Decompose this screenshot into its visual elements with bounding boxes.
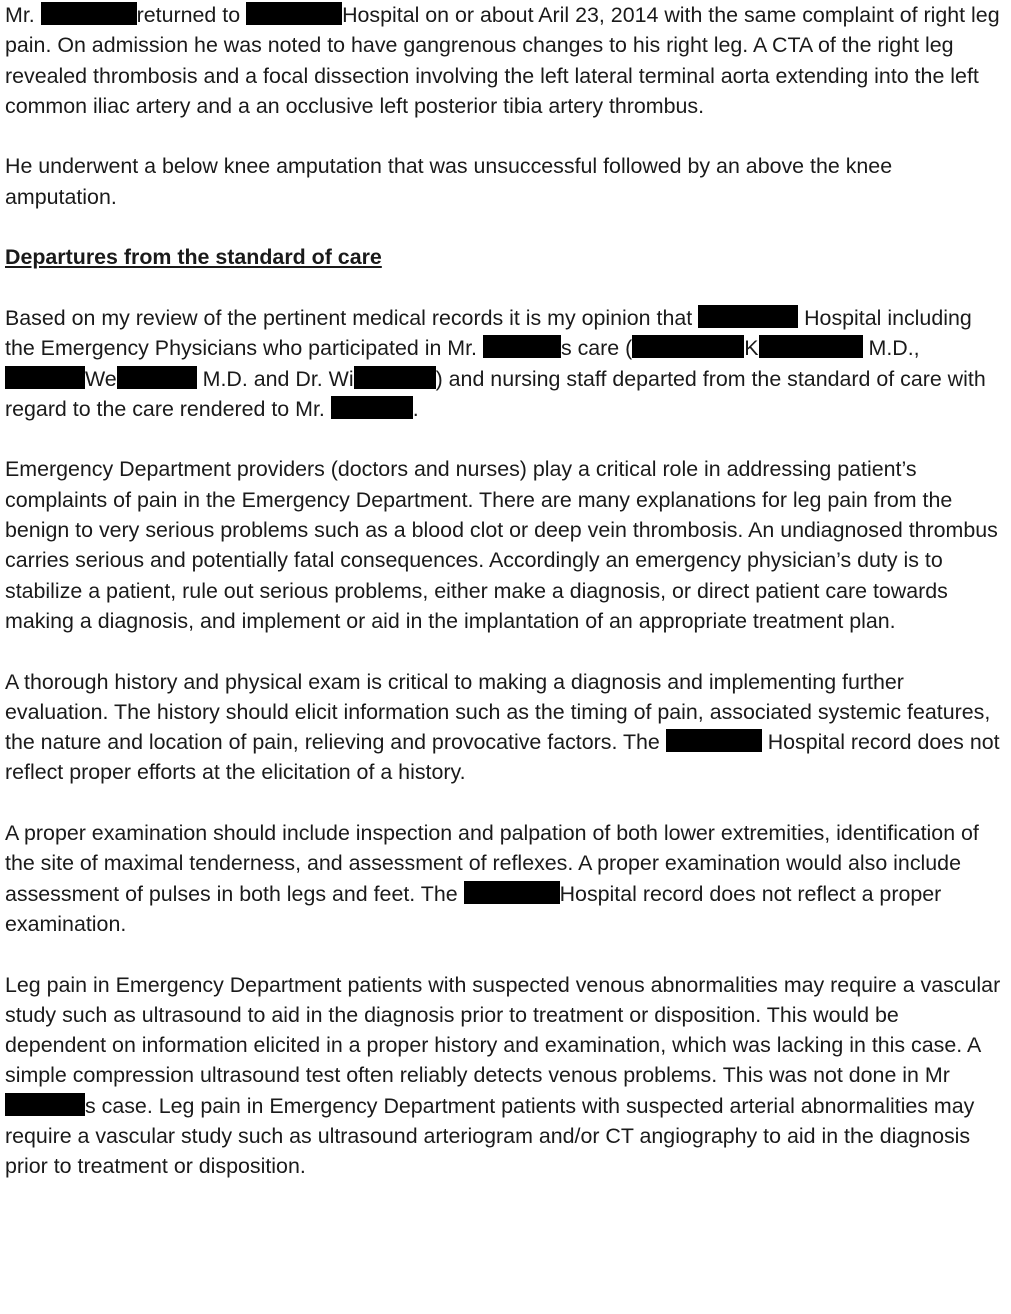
paragraph-history	[5, 667, 1005, 788]
redaction-box	[5, 366, 85, 389]
redaction-box	[632, 335, 744, 358]
text-segment: ) and nursing staff departed from the standard of care with regard to the care rendered to Mr.	[5, 366, 986, 421]
text-segment: .	[412, 396, 419, 421]
redaction-box	[246, 2, 342, 25]
text-segment: s case. Leg pain in Emergency Department patients with suspected arterial abnormalities may require a vascular study such as ultrasound arteriogram and/or CT angiography to aid in the diagnosis prior to treatment or disposition.	[5, 1093, 975, 1179]
paragraph-ed-providers: Emergency Department providers (doctors and nurses) play a critical role in addressing patient’s complaints of pain in the Emergency Department. There are many explanations for leg pain from the benign to very serious problems such as a blood clot or deep vein thrombosis. An undiagnosed thrombus carries serious and potentially fatal consequences. Accordingly an emergency physician’s duty is to stabilize a patient, rule out serious problems, either make a diagnosis, or direct patient care towards making a diagnosis, and implement or aid in the implantation of an appropriate treatment plan.	[5, 457, 998, 633]
text-segment: K	[744, 336, 759, 361]
text-segment: Hospital including the Emergency Physicians who participated in Mr.	[5, 305, 972, 361]
text-segment: s care (	[560, 336, 633, 361]
redaction-box	[483, 335, 561, 358]
redaction-box	[698, 305, 798, 328]
paragraph-examination	[5, 818, 1005, 939]
redaction-box	[5, 1093, 85, 1116]
text-segment: We	[85, 366, 117, 391]
text-segment: Hospital record does not reflect a proper examination.	[5, 881, 942, 936]
text-segment: A thorough history and physical exam is critical to making a diagnosis and implementing further evaluation. The history should elicit information such as the timing of pain, associated systemic features, the nature and location of pain, relieving and provocative factors. The	[5, 669, 991, 755]
redaction-box	[464, 881, 560, 904]
redaction-box	[117, 366, 197, 389]
redaction-box	[354, 366, 436, 389]
text-segment: Hospital on or about Aril 23, 2014 with the same complaint of right leg pain. On admission he was noted to have gangrenous changes to his right leg. A CTA of the right leg revealed thrombosis and a focal dissection involving the left lateral terminal aorta extending into the left common iliac artery and a an occlusive left posterior tibia artery thrombus.	[5, 3, 1000, 118]
text-segment: M.D.,	[862, 336, 920, 361]
text-segment: M.D. and Dr. Wi	[196, 366, 354, 391]
text-segment: Mr.	[5, 3, 41, 27]
text-segment: Hospital record does not reflect proper efforts at the elicitation of a history.	[5, 730, 1000, 785]
redaction-box	[759, 335, 863, 358]
redaction-box	[331, 396, 413, 419]
paragraph-opinion	[5, 303, 1005, 424]
document-page	[5, 0, 1005, 1212]
text-segment: returned to	[136, 3, 247, 27]
text-segment: Based on my review of the pertinent medical records it is my opinion that	[5, 305, 699, 330]
paragraph-amputation: He underwent a below knee amputation that was unsuccessful followed by an above the knee amputation.	[5, 154, 893, 209]
text-segment: Leg pain in Emergency Department patients with suspected venous abnormalities may require a vascular study such as ultrasound to aid in the diagnosis prior to treatment or disposition. This would be dependent on information elicited in a proper history and examination, which was lacking in this case. A simple compression ultrasound test often reliably detects venous problems. This was not done in Mr	[5, 972, 1001, 1088]
section-heading: Departures from the standard of care	[5, 245, 382, 270]
redaction-box	[41, 2, 137, 25]
paragraph-readmission	[5, 0, 1005, 121]
paragraph-vascular-study	[5, 970, 1005, 1182]
text-segment: A proper examination should include inspection and palpation of both lower extremities, identification of the site of maximal tenderness, and assessment of reflexes. A proper examination would also include assessment of pulses in both legs and feet. The	[5, 821, 979, 906]
redaction-box	[666, 729, 762, 752]
